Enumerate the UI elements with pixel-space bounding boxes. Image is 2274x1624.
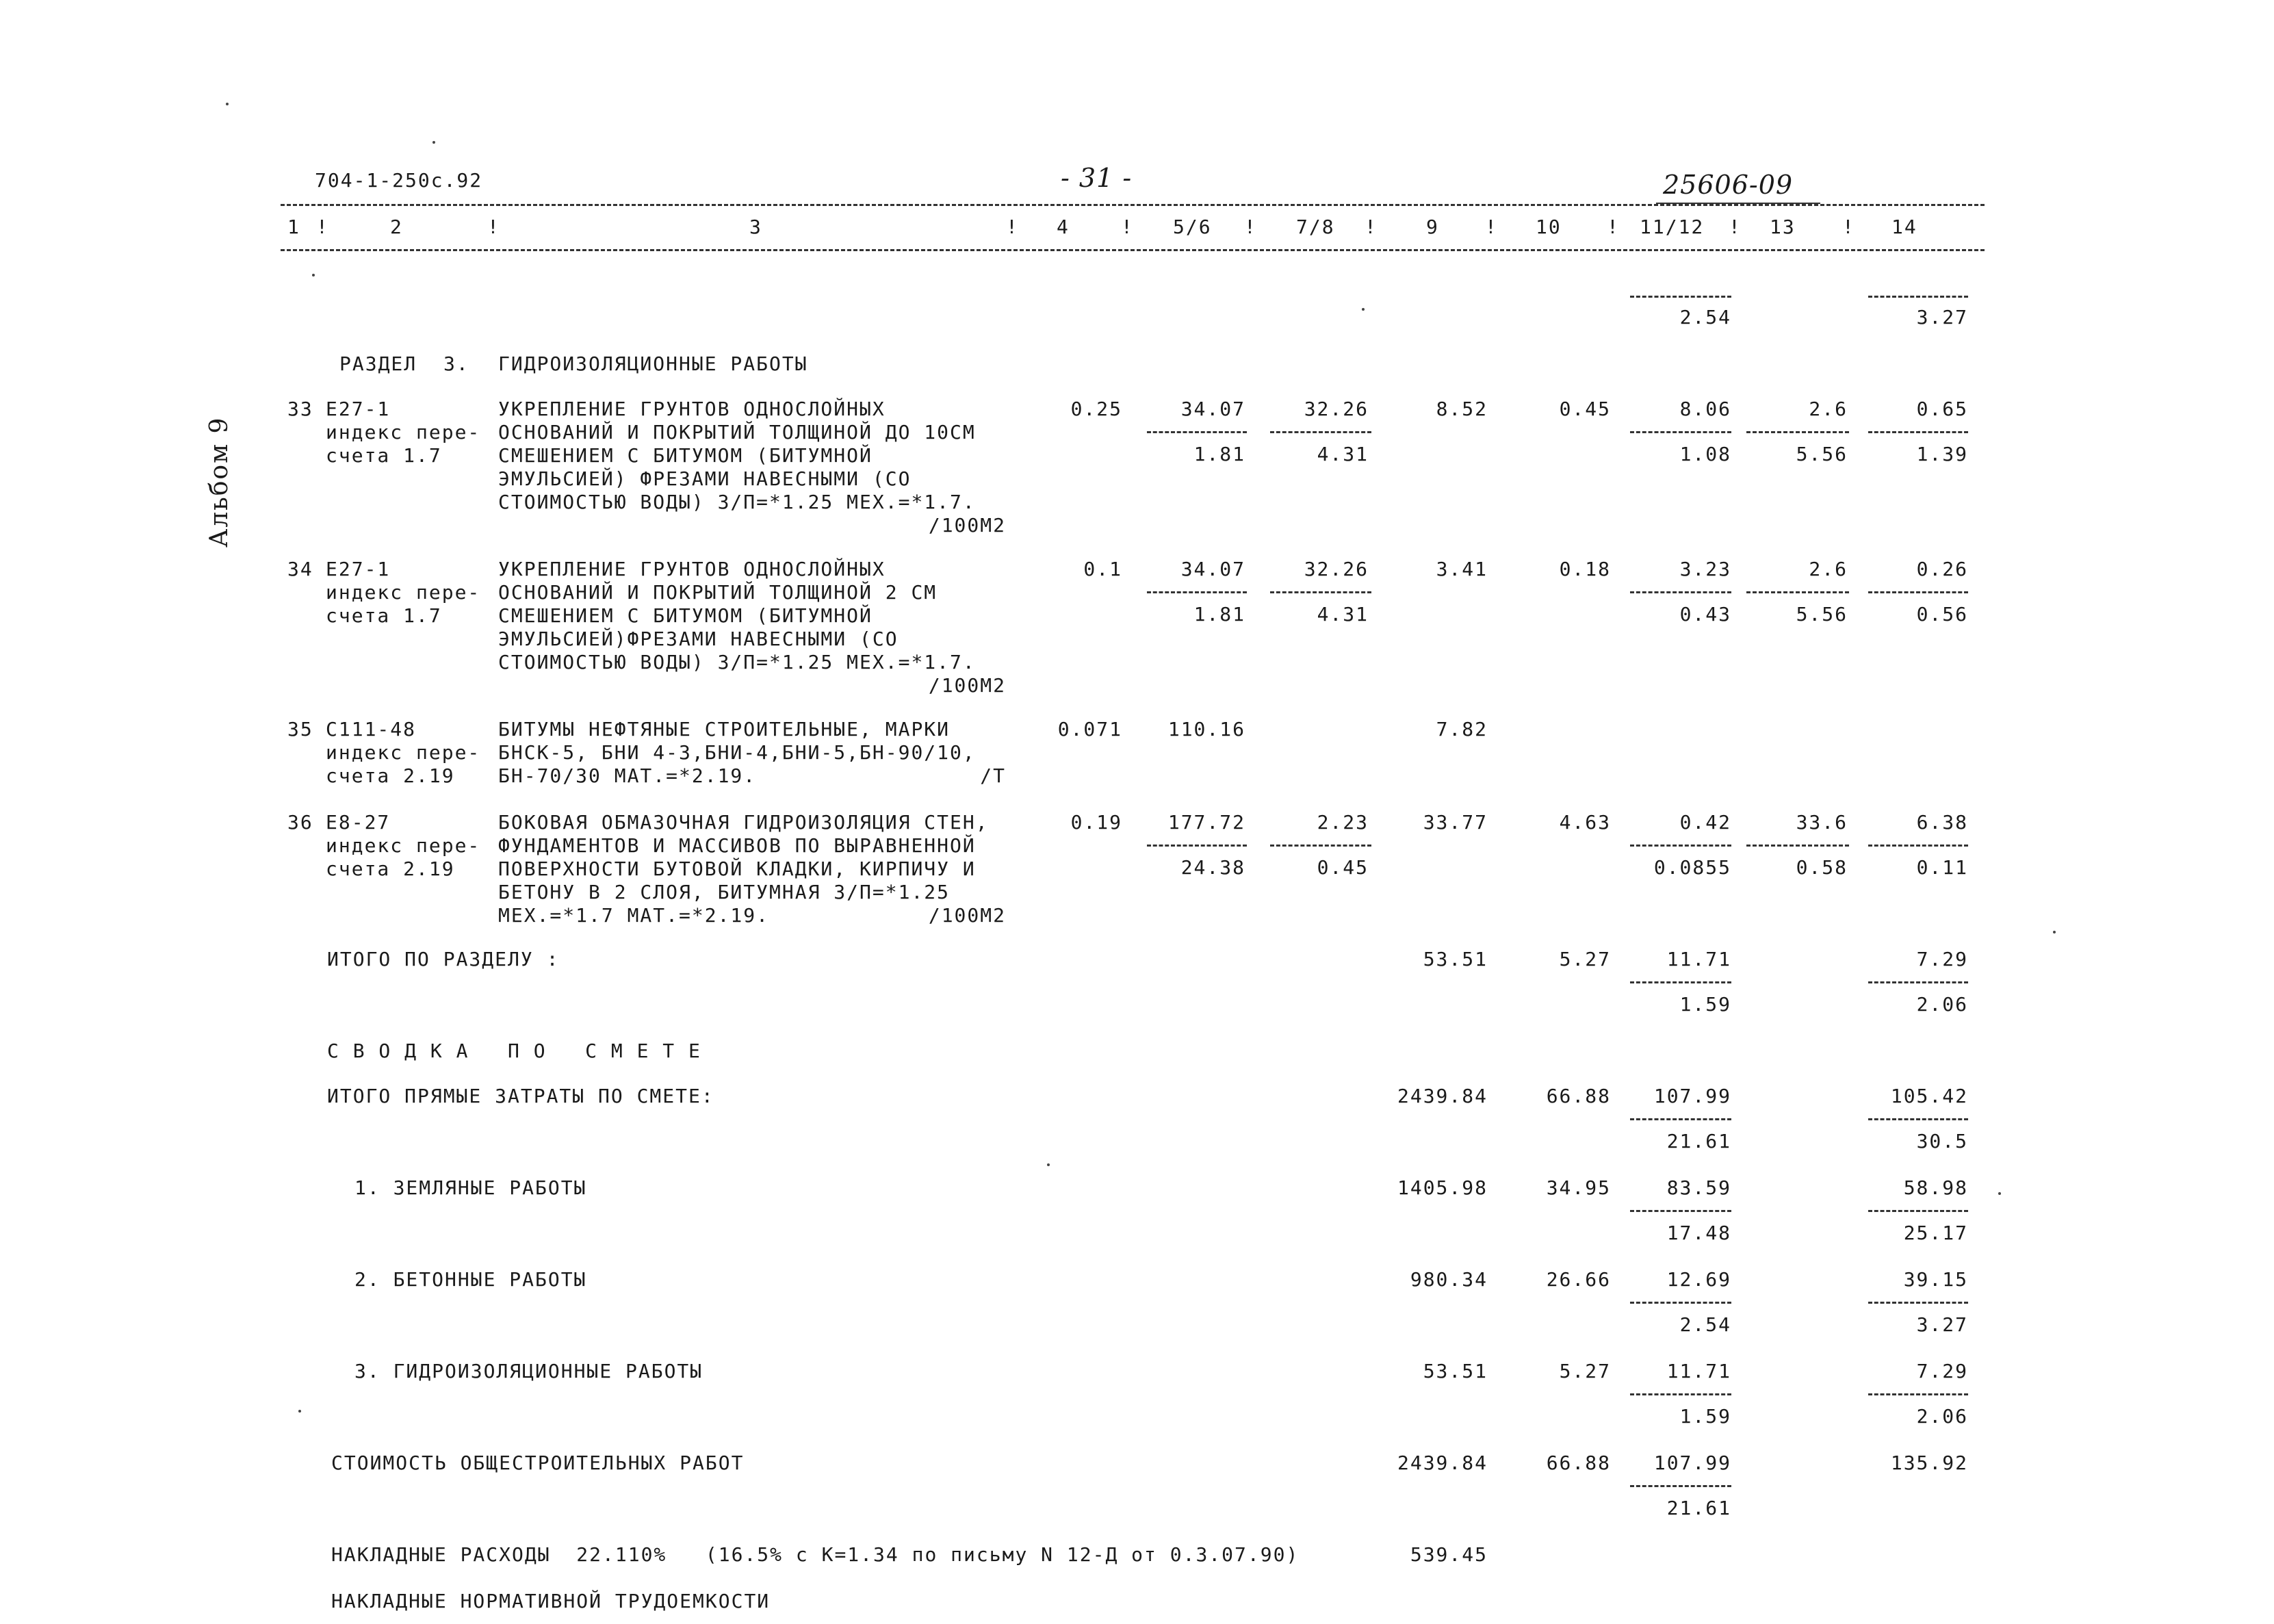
item-code: Е27-1 — [326, 398, 391, 420]
item-index-value: счета 2.19 — [326, 764, 455, 787]
divider — [1868, 845, 1968, 847]
item-index-value: счета 1.7 — [326, 604, 442, 627]
item-unit: /100М2 — [928, 904, 1006, 927]
summary-c1112: 107.99 — [1653, 1085, 1731, 1107]
summary-c1112b: 21.61 — [1666, 1497, 1731, 1519]
divider — [1746, 431, 1849, 433]
val-c13: 2.6 — [1809, 558, 1848, 580]
divider — [1868, 591, 1968, 593]
val-c1112: 3.23 — [1679, 558, 1731, 580]
divider — [1868, 1393, 1968, 1395]
carried-total-14: 3.27 — [1916, 306, 1968, 328]
divider — [1630, 1302, 1731, 1304]
carried-underline — [1868, 296, 1968, 298]
col-3: 3 — [749, 216, 762, 238]
summary-label: СТОИМОСТЬ ОБЩЕСТРОИТЕЛЬНЫХ РАБОТ — [331, 1452, 745, 1474]
carried-total-1112: 2.54 — [1679, 306, 1731, 328]
section-label: РАЗДЕЛ — [339, 352, 417, 375]
col-sep: ! — [1006, 216, 1019, 238]
summary-c14: 7.29 — [1916, 1360, 1968, 1382]
divider — [1746, 845, 1849, 847]
item-number: 36 — [287, 811, 313, 834]
overhead-value: 539.45 — [1410, 1543, 1488, 1566]
item-desc-line: УКРЕПЛЕНИЕ ГРУНТОВ ОДНОСЛОЙНЫХ — [498, 398, 886, 420]
summary-c10: 66.88 — [1546, 1452, 1611, 1474]
scan-speck — [2053, 931, 2056, 933]
item-unit: /Т — [980, 764, 1006, 787]
summary-label: 3. ГИДРОИЗОЛЯЦИОННЫЕ РАБОТЫ — [354, 1360, 703, 1382]
summary-c14b: 25.17 — [1903, 1222, 1968, 1244]
qty-c4: 0.071 — [1057, 718, 1122, 740]
divider — [1147, 591, 1247, 593]
divider — [1868, 431, 1968, 433]
col-sep: ! — [1244, 216, 1257, 238]
val-c1112b: 0.43 — [1679, 603, 1731, 626]
val-c1112b: 1.08 — [1679, 443, 1731, 465]
summary-c1112: 83.59 — [1666, 1176, 1731, 1199]
item-index-value: счета 1.7 — [326, 444, 442, 467]
val-c56: 110.16 — [1167, 718, 1245, 740]
item-desc-line: МЕХ.=*1.7 МАТ.=*2.19. — [498, 904, 770, 927]
item-desc-line: БИТУМЫ НЕФТЯНЫЕ СТРОИТЕЛЬНЫЕ, МАРКИ — [498, 718, 951, 740]
scan-speck — [1362, 308, 1365, 311]
val-c10: 0.18 — [1559, 558, 1611, 580]
item-unit: /100М2 — [928, 674, 1006, 697]
col-sep: ! — [316, 216, 329, 238]
item-code: Е27-1 — [326, 558, 391, 580]
val-c78b: 4.31 — [1317, 443, 1369, 465]
summary-c1112b: 1.59 — [1679, 1405, 1731, 1428]
summary-c1112: 107.99 — [1653, 1452, 1731, 1474]
item-desc-line: УКРЕПЛЕНИЕ ГРУНТОВ ОДНОСЛОЙНЫХ — [498, 558, 886, 580]
col-4: 4 — [1057, 216, 1070, 238]
divider — [1630, 981, 1731, 983]
scan-speck — [312, 274, 315, 276]
val-c9: 8.52 — [1436, 398, 1488, 420]
summary-c1112: 11.71 — [1666, 1360, 1731, 1382]
val-c78b: 0.45 — [1317, 856, 1369, 879]
val-c13b: 0.58 — [1796, 856, 1848, 879]
col-sep: ! — [1607, 216, 1620, 238]
divider — [1868, 1118, 1968, 1120]
section-title: ГИДРОИЗОЛЯЦИОННЫЕ РАБОТЫ — [498, 352, 808, 375]
val-c1112: 8.06 — [1679, 398, 1731, 420]
val-c9: 7.82 — [1436, 718, 1488, 740]
divider — [1147, 431, 1247, 433]
total-c1112: 11.71 — [1666, 948, 1731, 970]
total-c10: 5.27 — [1559, 948, 1611, 970]
val-c10: 0.45 — [1559, 398, 1611, 420]
summary-c10: 5.27 — [1559, 1360, 1611, 1382]
col-1112: 11/12 — [1640, 216, 1705, 238]
val-c14: 0.26 — [1916, 558, 1968, 580]
val-c56b: 1.81 — [1193, 603, 1245, 626]
divider — [1630, 1210, 1731, 1212]
summary-c9: 1405.98 — [1397, 1176, 1488, 1199]
total-c14b: 2.06 — [1916, 993, 1968, 1016]
divider — [1630, 1393, 1731, 1395]
scan-speck — [1047, 1163, 1050, 1166]
val-c14: 0.65 — [1916, 398, 1968, 420]
summary-c1112b: 2.54 — [1679, 1313, 1731, 1336]
item-number: 35 — [287, 718, 313, 740]
item-number: 34 — [287, 558, 313, 580]
qty-c4: 0.1 — [1083, 558, 1122, 580]
item-desc-line: СТОИМОСТЬЮ ВОДЫ) З/П=*1.25 МЕХ.=*1.7. — [498, 651, 976, 673]
summary-c14b: 2.06 — [1916, 1405, 1968, 1428]
item-desc-line: СМЕШЕНИЕМ С БИТУМОМ (БИТУМНОЙ — [498, 604, 873, 627]
col-sep: ! — [487, 216, 500, 238]
item-desc-line: ЭМУЛЬСИЕЙ)ФРЕЗАМИ НАВЕСНЫМИ (СО — [498, 628, 899, 650]
val-c13b: 5.56 — [1796, 603, 1848, 626]
item-desc-line: ПОВЕРХНОСТИ БУТОВОЙ КЛАДКИ, КИРПИЧУ И — [498, 858, 976, 880]
divider — [1630, 1485, 1731, 1487]
summary-label: 2. БЕТОННЫЕ РАБОТЫ — [354, 1268, 587, 1291]
val-c78: 2.23 — [1317, 811, 1369, 834]
scan-speck — [226, 103, 229, 105]
total-c9: 53.51 — [1423, 948, 1488, 970]
summary-c14: 105.42 — [1890, 1085, 1968, 1107]
summary-c14: 39.15 — [1903, 1268, 1968, 1291]
val-c13b: 5.56 — [1796, 443, 1848, 465]
col-78: 7/8 — [1296, 216, 1335, 238]
item-desc-line: ОСНОВАНИЙ И ПОКРЫТИЙ ТОЛЩИНОЙ ДО 10СМ — [498, 421, 976, 443]
divider — [1630, 1118, 1731, 1120]
col-sep: ! — [1121, 216, 1134, 238]
col-sep: ! — [1365, 216, 1378, 238]
summary-c10: 66.88 — [1546, 1085, 1611, 1107]
item-desc-line: БНСК-5, БНИ 4-3,БНИ-4,БНИ-5,БН-90/10, — [498, 741, 976, 764]
val-c9: 33.77 — [1423, 811, 1488, 834]
col-10: 10 — [1536, 216, 1562, 238]
total-c1112b: 1.59 — [1679, 993, 1731, 1016]
summary-title: С В О Д К А П О С М Е Т Е — [327, 1040, 701, 1062]
divider — [1746, 591, 1849, 593]
scan-speck — [298, 1410, 301, 1413]
doc-code: 704-1-250с.92 — [315, 169, 483, 192]
divider — [1270, 591, 1371, 593]
val-c14b: 0.11 — [1916, 856, 1968, 879]
item-desc-line: ЭМУЛЬСИЕЙ) ФРЕЗАМИ НАВЕСНЫМИ (СО — [498, 467, 912, 490]
col-sep: ! — [1729, 216, 1742, 238]
item-index-label: индекс пере- — [326, 581, 481, 604]
val-c56b: 24.38 — [1180, 856, 1245, 879]
val-c14: 6.38 — [1916, 811, 1968, 834]
total-c14: 7.29 — [1916, 948, 1968, 970]
col-2: 2 — [390, 216, 403, 238]
summary-c14b: 30.5 — [1916, 1130, 1968, 1152]
val-c13: 2.6 — [1809, 398, 1848, 420]
val-c56: 177.72 — [1167, 811, 1245, 834]
item-desc-line: ФУНДАМЕНТОВ И МАССИВОВ ПО ВЫРАВНЕННОЙ — [498, 834, 976, 857]
col-13: 13 — [1770, 216, 1796, 238]
item-index-value: счета 2.19 — [326, 858, 455, 880]
divider — [1270, 431, 1371, 433]
divider — [1868, 1302, 1968, 1304]
val-c56: 34.07 — [1180, 558, 1245, 580]
album-stamp: Альбом 9 — [205, 416, 233, 547]
divider — [1630, 431, 1731, 433]
item-index-label: индекс пере- — [326, 421, 481, 443]
val-c56b: 1.81 — [1193, 443, 1245, 465]
summary-c9: 980.34 — [1410, 1268, 1488, 1291]
divider — [1868, 1210, 1968, 1212]
item-desc-line: БЕТОНУ В 2 СЛОЯ, БИТУМНАЯ З/П=*1.25 — [498, 881, 951, 903]
divider — [1868, 981, 1968, 983]
val-c13: 33.6 — [1796, 811, 1848, 834]
val-c10: 4.63 — [1559, 811, 1611, 834]
col-1: 1 — [287, 216, 300, 238]
item-code: С111-48 — [326, 718, 417, 740]
item-desc-line: БН-70/30 МАТ.=*2.19. — [498, 764, 757, 787]
val-c1112: 0.42 — [1679, 811, 1731, 834]
page-number: - 31 - — [1061, 163, 1133, 193]
summary-c9: 2439.84 — [1397, 1452, 1488, 1474]
scan-speck — [432, 141, 435, 144]
qty-c4: 0.19 — [1070, 811, 1122, 834]
item-index-label: индекс пере- — [326, 834, 481, 857]
col-sep: ! — [1842, 216, 1855, 238]
item-number: 33 — [287, 398, 313, 420]
val-c1112b: 0.0855 — [1653, 856, 1731, 879]
header-bottom-rule — [281, 249, 1985, 251]
summary-c14b: 3.27 — [1916, 1313, 1968, 1336]
col-56: 5/6 — [1173, 216, 1212, 238]
summary-c14: 135.92 — [1890, 1452, 1968, 1474]
item-unit: /100М2 — [928, 514, 1006, 537]
divider — [1630, 845, 1731, 847]
val-c56: 34.07 — [1180, 398, 1245, 420]
header-top-rule — [281, 204, 1985, 206]
divider — [1630, 591, 1731, 593]
summary-c9: 53.51 — [1423, 1360, 1488, 1382]
item-index-label: индекс пере- — [326, 741, 481, 764]
divider — [1147, 845, 1247, 847]
item-desc-line: СТОИМОСТЬЮ ВОДЫ) З/П=*1.25 МЕХ.=*1.7. — [498, 491, 976, 513]
summary-c10: 34.95 — [1546, 1176, 1611, 1199]
section-total-label: ИТОГО ПО РАЗДЕЛУ : — [327, 948, 560, 970]
val-c14b: 1.39 — [1916, 443, 1968, 465]
col-14: 14 — [1891, 216, 1917, 238]
val-c14b: 0.56 — [1916, 603, 1968, 626]
summary-label: 1. ЗЕМЛЯНЫЕ РАБОТЫ — [354, 1176, 587, 1199]
summary-c9: 2439.84 — [1397, 1085, 1488, 1107]
carried-underline — [1630, 296, 1731, 298]
summary-c14: 58.98 — [1903, 1176, 1968, 1199]
col-sep: ! — [1485, 216, 1498, 238]
sheet-number: 25606-09 — [1663, 170, 1794, 200]
val-c78b: 4.31 — [1317, 603, 1369, 626]
divider — [1270, 845, 1371, 847]
item-desc-line: БОКОВАЯ ОБМАЗОЧНАЯ ГИДРОИЗОЛЯЦИЯ СТЕН, — [498, 811, 989, 834]
summary-c1112b: 21.61 — [1666, 1130, 1731, 1152]
val-c9: 3.41 — [1436, 558, 1488, 580]
summary-c10: 26.66 — [1546, 1268, 1611, 1291]
section-number: 3. — [443, 352, 469, 375]
item-desc-line: ОСНОВАНИЙ И ПОКРЫТИЙ ТОЛЩИНОЙ 2 СМ — [498, 581, 938, 604]
val-c78: 32.26 — [1304, 558, 1369, 580]
val-c78: 32.26 — [1304, 398, 1369, 420]
item-code: Е8-27 — [326, 811, 391, 834]
scan-speck — [1998, 1192, 2001, 1195]
summary-c1112: 12.69 — [1666, 1268, 1731, 1291]
overhead-label: НАКЛАДНЫЕ РАСХОДЫ 22.110% (16.5% с К=1.34 по письму N 12-Д от 0.3.07.90) — [331, 1543, 1300, 1566]
qty-c4: 0.25 — [1070, 398, 1122, 420]
summary-c1112b: 17.48 — [1666, 1222, 1731, 1244]
summary-label: ИТОГО ПРЯМЫЕ ЗАТРАТЫ ПО СМЕТЕ: — [327, 1085, 714, 1107]
item-desc-line: СМЕШЕНИЕМ С БИТУМОМ (БИТУМНОЙ — [498, 444, 873, 467]
col-9: 9 — [1426, 216, 1439, 238]
overhead-2-label: НАКЛАДНЫЕ НОРМАТИВНОЙ ТРУДОЕМКОСТИ — [331, 1590, 771, 1612]
